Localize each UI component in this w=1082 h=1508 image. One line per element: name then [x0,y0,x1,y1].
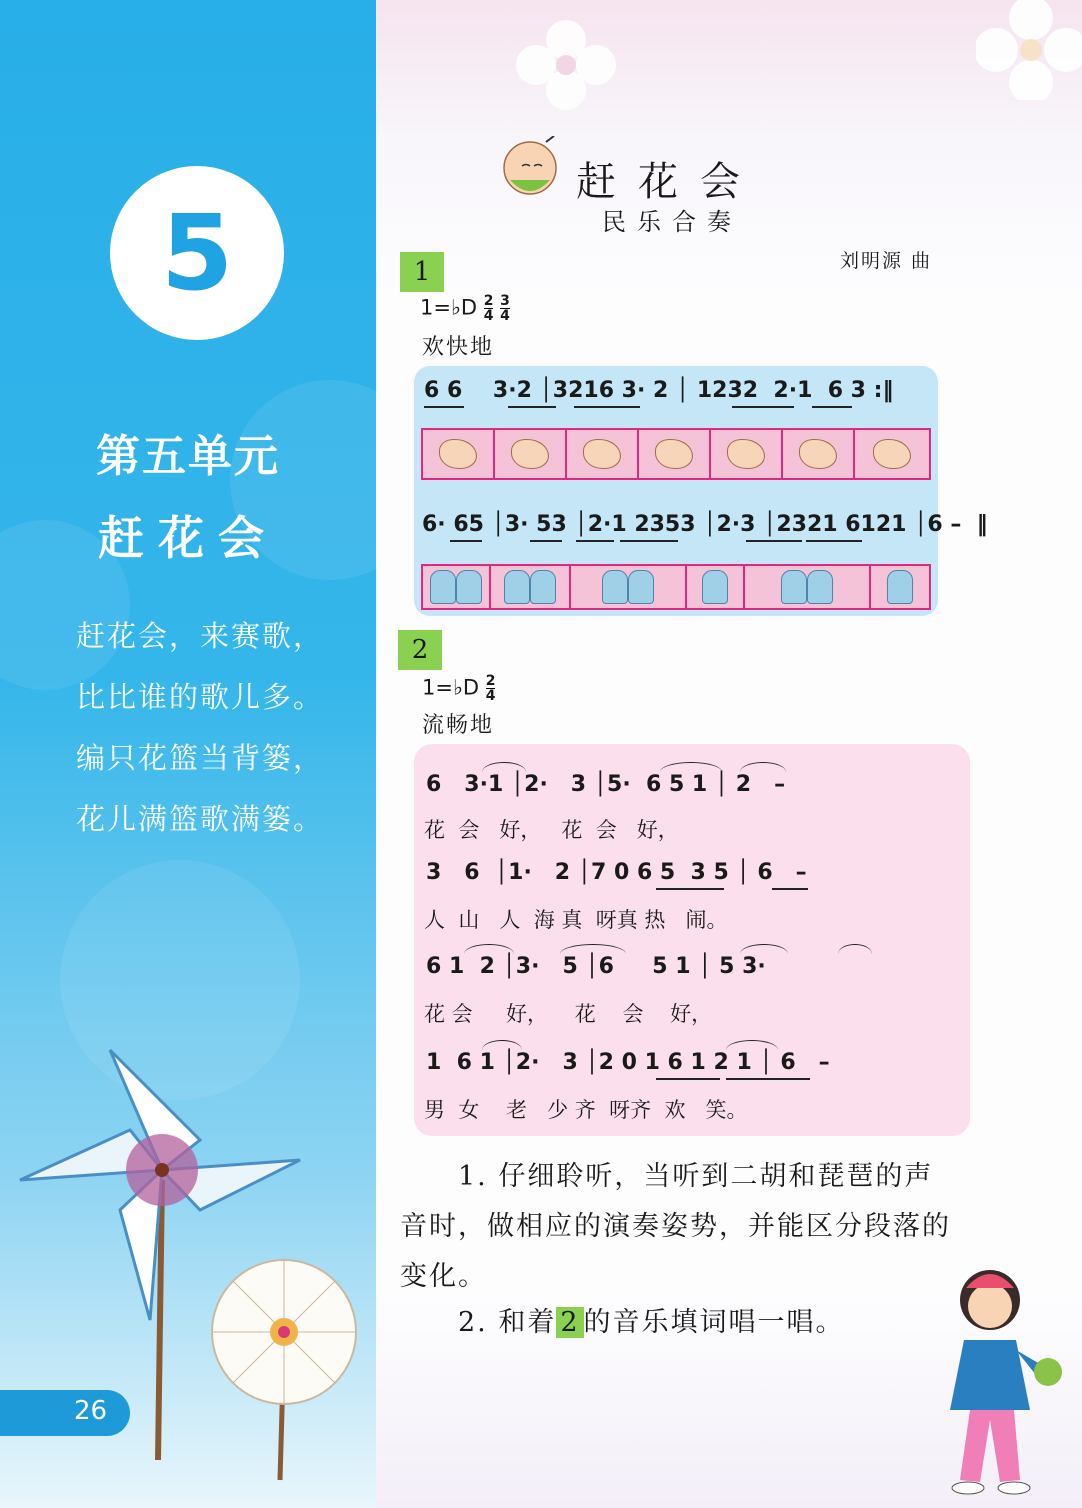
poem-line: 赶花会，来赛歌， [76,619,325,653]
underline [656,888,724,890]
lyrics-line: 花 会 好， 花 会 好， [424,818,679,842]
underline [576,540,614,542]
figure-cell [491,566,571,608]
underline [620,540,678,542]
underline [424,406,464,408]
mascot-icon [496,136,566,202]
clap-icon [511,439,549,469]
dancing-girl-illustration [930,1260,1070,1500]
underline [530,540,562,542]
instruction-2 [458,1300,845,1339]
notation-line: 6· 65 │3· 53 │2·1 2353 │2·3 │2321 6121 │6 – ‖ [422,512,988,537]
section-2-key [422,674,495,703]
underline [574,406,640,408]
key-signature: 1=♭D [420,295,478,320]
page-number: 26 [74,1396,108,1426]
time-signature: $\frac{3}{4}$ [500,293,510,324]
figure-cell [687,566,745,608]
section-1-key [420,294,510,323]
dancer-icon [887,570,913,604]
hand-gesture-icon [873,439,911,469]
unit-title: 第五单元 [96,431,280,482]
instruction-2-prefix: 2. 和着 [458,1307,557,1338]
underline [508,406,556,408]
dancer-icon [530,570,556,604]
notation-line: 1 6 1 │2· 3 │2 0 1 6 1 2 1 │ 6 – [426,1050,830,1075]
clap-cell [711,430,783,478]
dancer-icon [628,570,654,604]
time-signature: $\frac{2}{4}$ [485,673,496,704]
flower-decoration [516,20,616,110]
underline [806,540,862,542]
dancer-icon [456,570,482,604]
clap-icon [439,439,477,469]
instruction-2-suffix: 的音乐填词唱一唱。 [583,1307,845,1338]
clap-cell [855,430,929,478]
figure-cell [745,566,871,608]
unit-subtitle: 赶花会 [98,511,278,565]
poem-line: 花儿满篮歌满篓。 [76,802,325,836]
poem [76,612,324,856]
lyrics-line: 花 会 好， 花 会 好， [424,1002,713,1026]
underline [812,406,852,408]
unit-number: 5 [160,192,234,314]
dance-figure-strip [421,564,931,610]
underline [772,888,808,890]
underline [746,540,802,542]
clap-cell [639,430,711,478]
composer-credit: 刘明源 曲 [840,250,933,272]
key-signature: 1=♭D [422,675,480,700]
dancer-icon [807,570,833,604]
unit-number-circle [110,166,284,340]
section-1-tempo: 欢快地 [422,335,495,360]
clap-icon [583,439,621,469]
dancer-icon [781,570,807,604]
unit-cover-panel [0,0,376,1508]
dancer-icon [504,570,530,604]
poem-line: 编只花篮当背篓， [76,741,325,775]
flower-decoration [976,0,1082,100]
notation-line: 6 6 3·2 │3216 3· 2 │ 1232 2·1 6 3 :‖ [424,378,894,403]
notation-line: 6 1 2 │3· 5 │6 5 1 │ 5 3· [426,954,766,979]
section-1-badge: 1 [400,252,444,292]
clapping-strip [421,428,931,480]
dancer-icon [702,570,728,604]
underline [726,1078,810,1080]
lyrics-line: 人 山 人 海 真 呀真 热 闹。 [424,908,728,932]
underline [732,406,794,408]
section-2-tempo: 流畅地 [422,713,495,738]
time-signature: $\frac{2}{4}$ [483,293,494,324]
underline [656,1078,720,1080]
figure-cell [571,566,687,608]
instruction-1: 1. 仔细聆听，当听到二胡和琵琶的声音时，做相应的演奏姿势，并能区分段落的变化。 [400,1161,951,1292]
clap-cell [423,430,495,478]
clap-icon [727,439,765,469]
figure-cell [423,566,491,608]
dancer-icon [602,570,628,604]
underline [450,540,482,542]
notation-line: 6 3·1 │2· 3 │5· 6 5 1 │ 2 – [426,772,786,797]
song-subtitle: 民乐合奏 [602,208,742,236]
dancer-icon [430,570,456,604]
figure-cell [871,566,929,608]
song-title: 赶花会 [576,159,762,205]
section-2-inline-badge: 2 [556,1307,583,1338]
clap-cell [567,430,639,478]
poem-line: 比比谁的歌儿多。 [76,680,325,714]
clap-icon [799,439,837,469]
clap-cell [495,430,567,478]
clap-cell [783,430,855,478]
section-2-badge: 2 [398,630,442,670]
notation-line: 3 6 │1· 2 │7 0 6 5 3 5 │ 6 – [426,860,807,885]
page-number-tab [0,1390,130,1436]
lyrics-line: 男 女 老 少 齐 呀齐 欢 笑。 [424,1098,748,1122]
clap-icon [655,439,693,469]
